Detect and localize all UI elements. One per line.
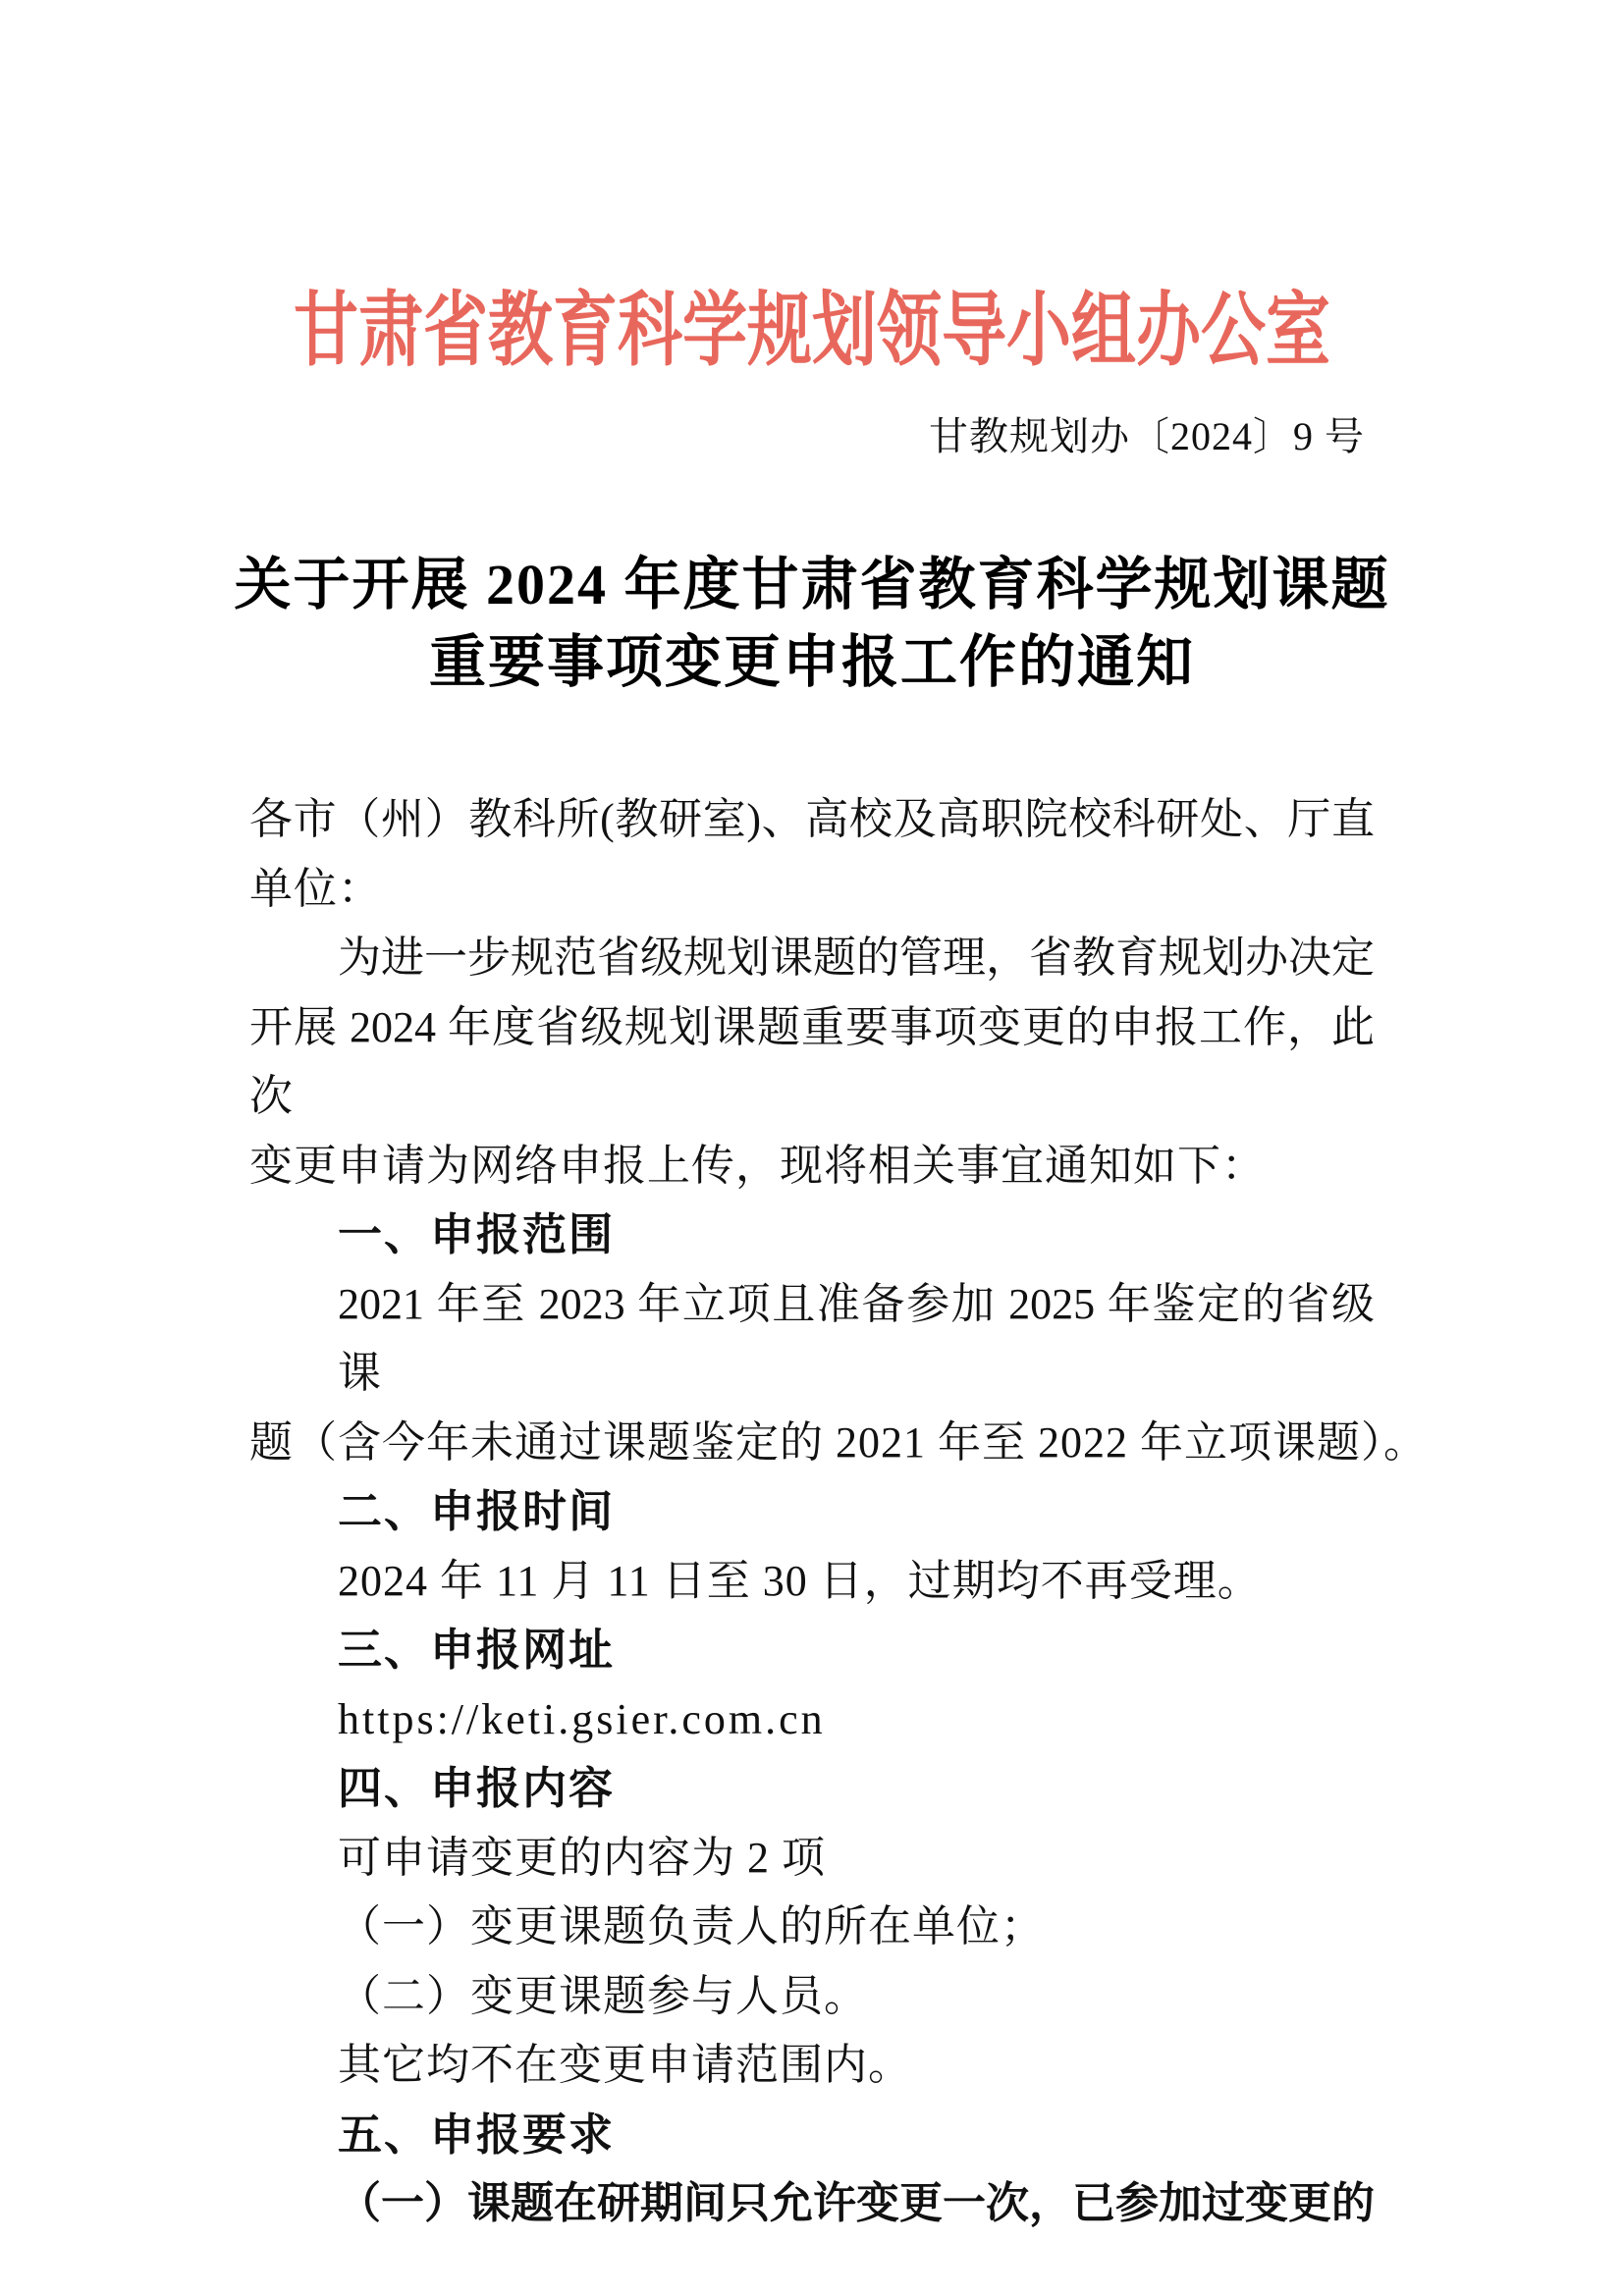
addressee-line-1: 各市（州）教科所(教研室)、高校及高职院校科研处、厅直 <box>249 795 1375 843</box>
section-4-item-1: （一）变更课题负责人的所在单位； <box>338 1902 1045 1950</box>
intro-paragraph-line-3: 变更申请为网络申报上传，现将相关事宜通知如下： <box>249 1141 1266 1190</box>
section-2-content: 2024 年 11 月 11 日至 30 日，过期均不再受理。 <box>338 1556 1262 1605</box>
section-4-item-2: （二）变更课题参与人员。 <box>338 1971 868 2020</box>
document-body <box>249 785 1428 2239</box>
section-5-heading: 五、申报要求 <box>338 2109 616 2160</box>
section-5-item-1: （一）课题在研期间只允许变更一次，已参加过变更的 <box>338 2179 1375 2227</box>
section-4-intro: 可申请变更的内容为 2 项 <box>338 1833 826 1882</box>
document-title-line-2: 重要事项变更申报工作的通知 <box>428 630 1195 694</box>
intro-paragraph-line-1: 为进一步规范省级规划课题的管理，省教育规划办决定 <box>338 934 1375 982</box>
section-4-heading: 四、申报内容 <box>338 1763 616 1813</box>
addressee-line-2: 单位： <box>249 864 382 913</box>
section-3-heading: 三、申报网址 <box>338 1625 616 1675</box>
section-2-heading: 二、申报时间 <box>338 1486 616 1536</box>
section-1-line-2: 题（含今年未通过课题鉴定的 2021 年至 2022 年立项课题）。 <box>249 1417 1428 1467</box>
document-number: 甘教规划办〔2024〕9 号 <box>929 414 1365 458</box>
section-1-heading: 一、申报范围 <box>338 1209 616 1259</box>
section-4-note: 其它均不在变更申请范围内。 <box>338 2041 912 2089</box>
document-title <box>0 546 1624 701</box>
section-1-line-1: 2021 年至 2023 年立项且准备参加 2025 年鉴定的省级课 <box>338 1279 1375 1397</box>
letterhead <box>0 283 1624 398</box>
letterhead-title: 甘肃省教育科学规划领导小组办公室 <box>294 286 1330 376</box>
intro-paragraph-line-2: 开展 2024 年度省级规划课题重要事项变更的申报工作，此次 <box>249 1002 1375 1120</box>
application-url: https://keti.gsier.com.cn <box>338 1694 826 1743</box>
document-title-line-1: 关于开展 2024 年度甘肃省教育科学规划课题 <box>234 553 1390 616</box>
